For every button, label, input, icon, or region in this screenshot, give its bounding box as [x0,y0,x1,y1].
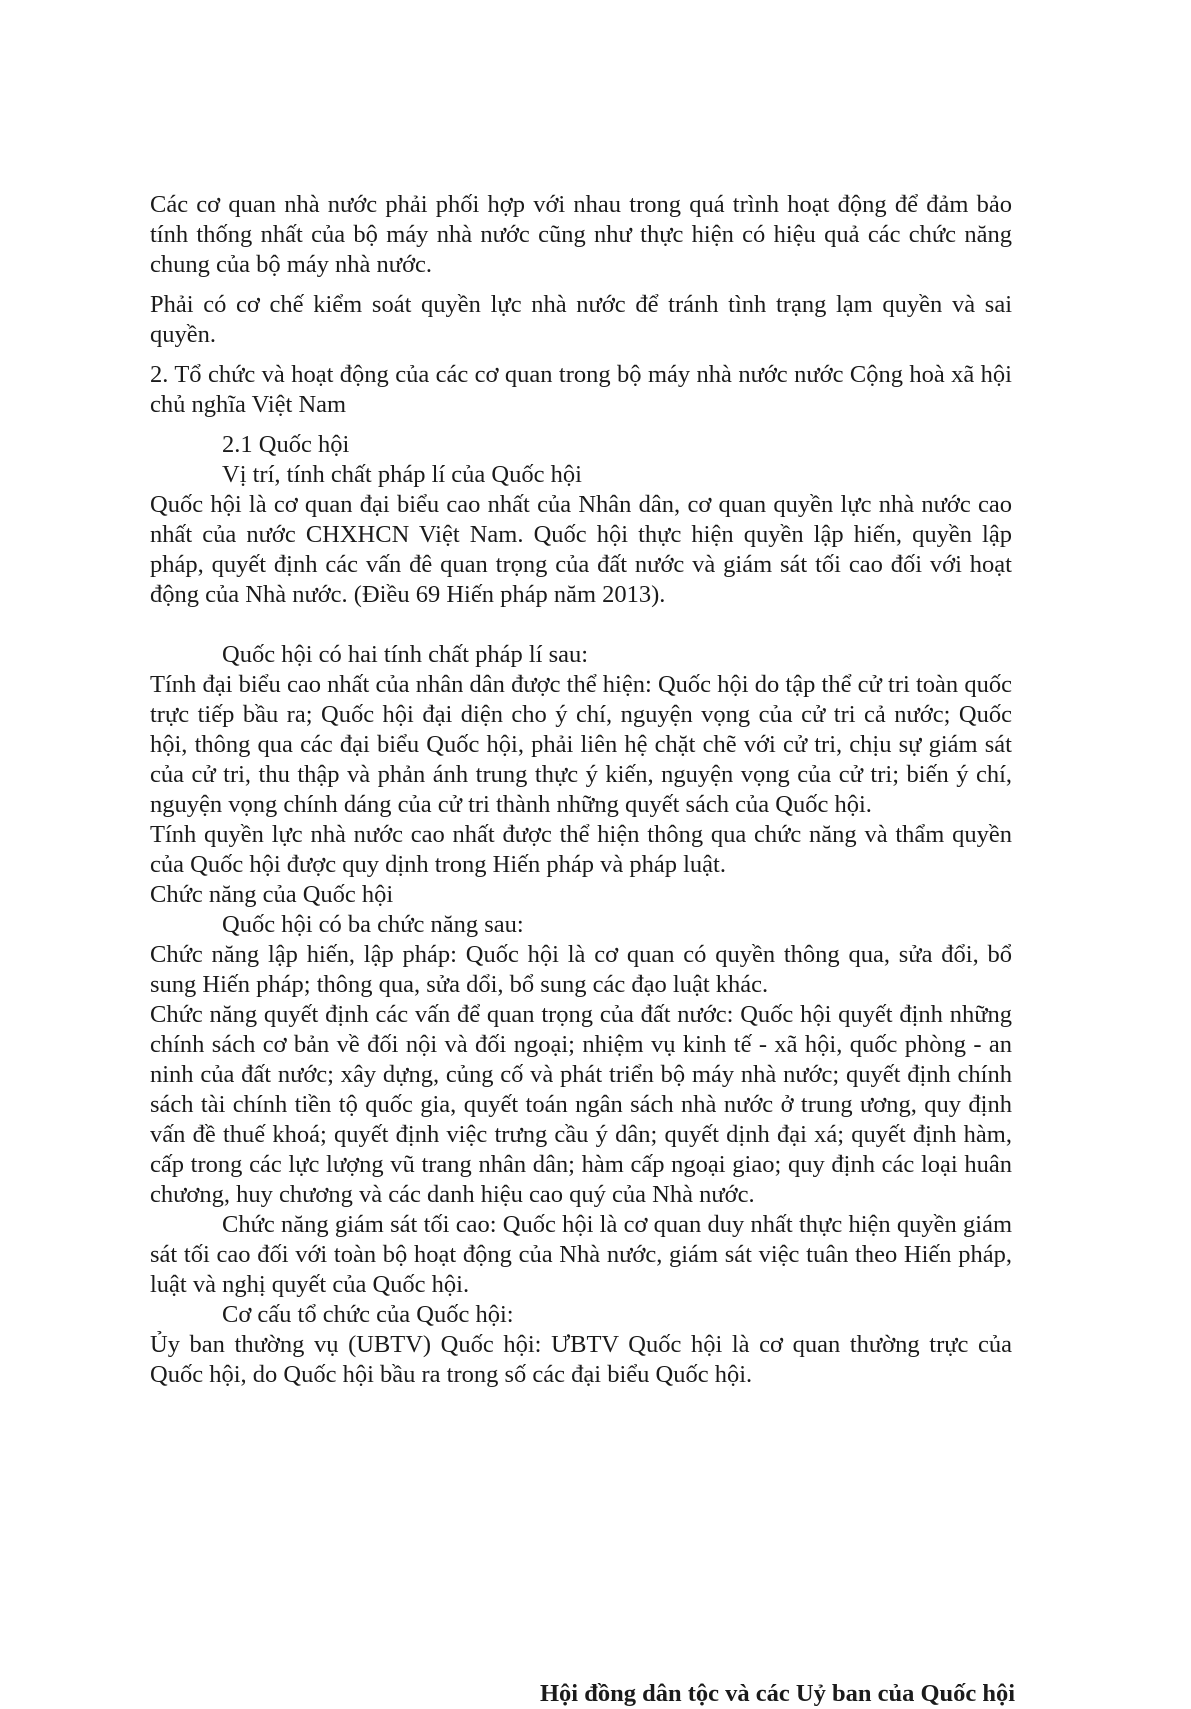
subheading-structure: Cơ cấu tổ chức của Quốc hội: [222,1301,514,1328]
paragraph-power-control: Phải có cơ chế kiểm soát quyền lực nhà nước để tránh tình trạng lạm quyền và sai quyền. [150,291,1012,348]
text-block [150,190,1012,1390]
subsection-heading-2-1: 2.1 Quốc hội [222,431,350,458]
paragraph-decision-function: Chức năng quyết định các vấn để quan trọng của đất nước: Quốc hội quyết định những chính sách cơ bản về đối nội và đối ngoại; nhiệm vụ kinh tế - xã hội, quốc phòng - an ninh của đất nước; xây dựng, củng cố và phát triển bộ máy nhà nước; quyết định chính sách tài chính tiền tộ quốc gia, quyết toán ngân sách nhà nước ở trung ương, quy định vấn đề thuế khoá; quyết định việc trưng cầu ý dân; quyết dịnh đại xá; quyết định hàm, cấp trong các lực lượng vũ trang nhân dân; hàm cấp ngoại giao; quy định các loại huân chương, huy chương và các danh hiệu cao quý của Nhà nước. [150,1001,1012,1208]
clipped-bottom-line: Hội đồng dân tộc và các Uỷ ban của Quốc hội [540,1680,1016,1707]
paragraph-state-power-character: Tính quyền lực nhà nước cao nhất được thể hiện thông qua chức năng và thẩm quyền của Quốc hội được quy dịnh trong Hiến pháp và pháp luật. [150,821,1012,878]
paragraph-representative-character: Tính đại biểu cao nhất của nhân dân được thể hiện: Quốc hội do tập thể cử tri toàn quốc trực tiếp bầu ra; Quốc hội đại diện cho ý chí, nguyện vọng của cử tri cả nước; Quốc hội, thông qua các đại biểu Quốc hội, phải liên hệ chặt chẽ với cử tri, chịu sự giám sát của cử tri, thu thập và phản ánh trung thực ý kiến, nguyện vọng của cử tri; biến ý chí, nguyện vọng chính dáng của cử tri thành những quyết sách của Quốc hội. [150,671,1012,818]
lead-in-two-characteristics: Quốc hội có hai tính chất pháp lí sau: [222,641,589,668]
section-heading-2: 2. Tổ chức và hoạt động của các cơ quan trong bộ máy nhà nước nước Cộng hoà xã hội chủ nghĩa Việt Nam [150,361,1012,418]
subheading-vi-tri: Vị trí, tính chất pháp lí của Quốc hội [222,461,582,488]
paragraph-coordination: Các cơ quan nhà nước phải phối hợp với nhau trong quá trình hoạt động để đảm bảo tính thống nhất của bộ máy nhà nước cũng như thực hiện có hiệu quả các chức năng chung của bộ máy nhà nước. [150,191,1012,278]
paragraph-quoc-hoi-definition: Quốc hội là cơ quan đại biểu cao nhất của Nhân dân, cơ quan quyền lực nhà nước cao nhất của nước CHXHCN Việt Nam. Quốc hội thực hiện quyền lập hiến, quyền lập pháp, quyết định các vấn đê quan trọng của đất nước và giám sát tối cao đối với hoạt động của Nhà nước. (Điều 69 Hiến pháp năm 2013). [150,491,1012,608]
subheading-functions: Chức năng của Quốc hội [150,881,394,908]
lead-in-three-functions: Quốc hội có ba chức năng sau: [222,911,524,938]
paragraph-standing-committee: Ủy ban thường vụ (UBTV) Quốc hội: ƯBTV Quốc hội là cơ quan thường trực của Quốc hội, do Quốc hội bầu ra trong số các đại biểu Quốc hội. [150,1331,1012,1388]
paragraph-legislative-function: Chức năng lập hiến, lập pháp: Quốc hội là cơ quan có quyền thông qua, sửa đổi, bổ sung Hiến pháp; thông qua, sửa dổi, bổ sung các đạo luật khác. [150,941,1012,998]
blank-line [150,610,1012,640]
paragraph-supervision-function: Chức năng giám sát tối cao: Quốc hội là cơ quan duy nhất thực hiện quyền giám sát tối cao đối với toàn bộ hoạt động của Nhà nước, giám sát việc tuân theo Hiến pháp, luật và nghị quyết của Quốc hội. [150,1211,1012,1298]
